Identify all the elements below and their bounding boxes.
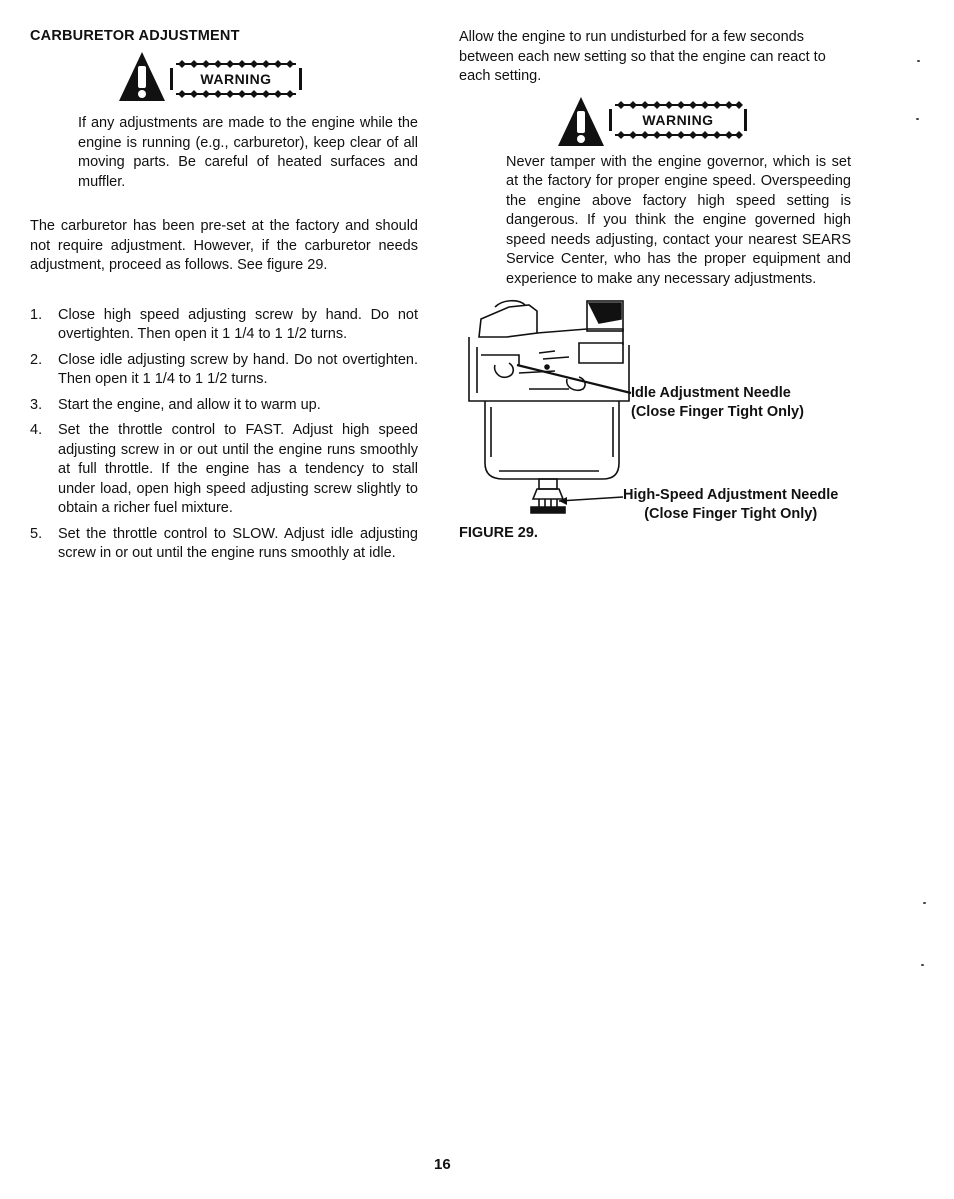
intro-paragraph-right: Allow the engine to run undisturbed for a few seconds between each new setting so that the engine can react to each setting. (459, 29, 826, 84)
list-item: 4. Set the throttle control to FAST. Adjust high speed adjusting screw in or out until the engine runs smoothly at full throttle. If the engine has a tendency to stall under load, open high speed adjusting screw slightly to obtain a richer fuel mixture. (30, 422, 418, 516)
idle-needle-callout (631, 384, 804, 422)
warning-text: Never tamper with the engine governor, which is set at the factory for proper engine speed. Overspeeding the engine above factory high speed setting is dangerous. If you think the engine governed high speed needs adjusting, contact your nearest SEARS Service Center, who has the proper equipment and experience to make any necessary adjustments. (506, 153, 851, 287)
high-speed-needle-callout (623, 486, 838, 524)
hs-label-line1: High-Speed Adjustment Needle (623, 487, 839, 503)
section-title: CARBURETOR ADJUSTMENT (30, 28, 240, 44)
carburetor-illustration (459, 293, 639, 518)
list-item: 3. Start the engine, and allow it to warm up. (30, 396, 321, 413)
diamond-border-top (170, 60, 302, 68)
scan-speck (923, 902, 926, 904)
page-number: 16 (434, 1156, 451, 1173)
left-column (30, 28, 418, 570)
warning-label: WARNING (170, 68, 302, 90)
warning-triangle-icon (118, 50, 166, 102)
diamond-border-top (609, 101, 747, 109)
scan-speck (916, 118, 919, 120)
list-item: 2. Close idle adjusting screw by hand. Do not overtighten. Then open it 1 1/4 to 1 1/2 turns. (30, 351, 418, 387)
scan-speck (917, 60, 920, 62)
warning-label: WARNING (609, 109, 747, 131)
warning-banner (557, 95, 851, 153)
list-item: 5. Set the throttle control to SLOW. Adjust idle adjusting screw in or out until the engine runs smoothly at idle. (30, 525, 418, 561)
hs-label-line2: (Close Finger Tight Only) (644, 506, 818, 522)
intro-paragraph: The carburetor has been pre-set at the factory and should not require adjustment. However, if the carburetor needs adjustment, proceed as follows. See figure 29. (30, 218, 418, 273)
figure-carburetor (459, 293, 859, 543)
scan-speck (921, 964, 924, 966)
diamond-border-bottom (170, 90, 302, 98)
warning-label-box (609, 101, 747, 139)
list-item: 1. Close high speed adjusting screw by hand. Do not overtighten. Then open it 1 1/4 to 1 1/2 turns. (30, 306, 418, 342)
warning-text: If any adjustments are made to the engine while the engine is running (e.g., carburetor), keep clear of all moving parts. Be careful of heated surfaces and muffler. (78, 115, 418, 190)
idle-label-line1: Idle Adjustment Needle (631, 385, 791, 401)
idle-label-line2: (Close Finger Tight Only) (631, 404, 804, 420)
warning-label-box (170, 60, 302, 98)
warning-banner (118, 50, 418, 114)
steps-list (30, 306, 418, 564)
figure-caption: FIGURE 29. (459, 525, 538, 541)
diamond-border-bottom (609, 131, 747, 139)
warning-triangle-icon (557, 95, 605, 147)
right-column (459, 28, 851, 543)
